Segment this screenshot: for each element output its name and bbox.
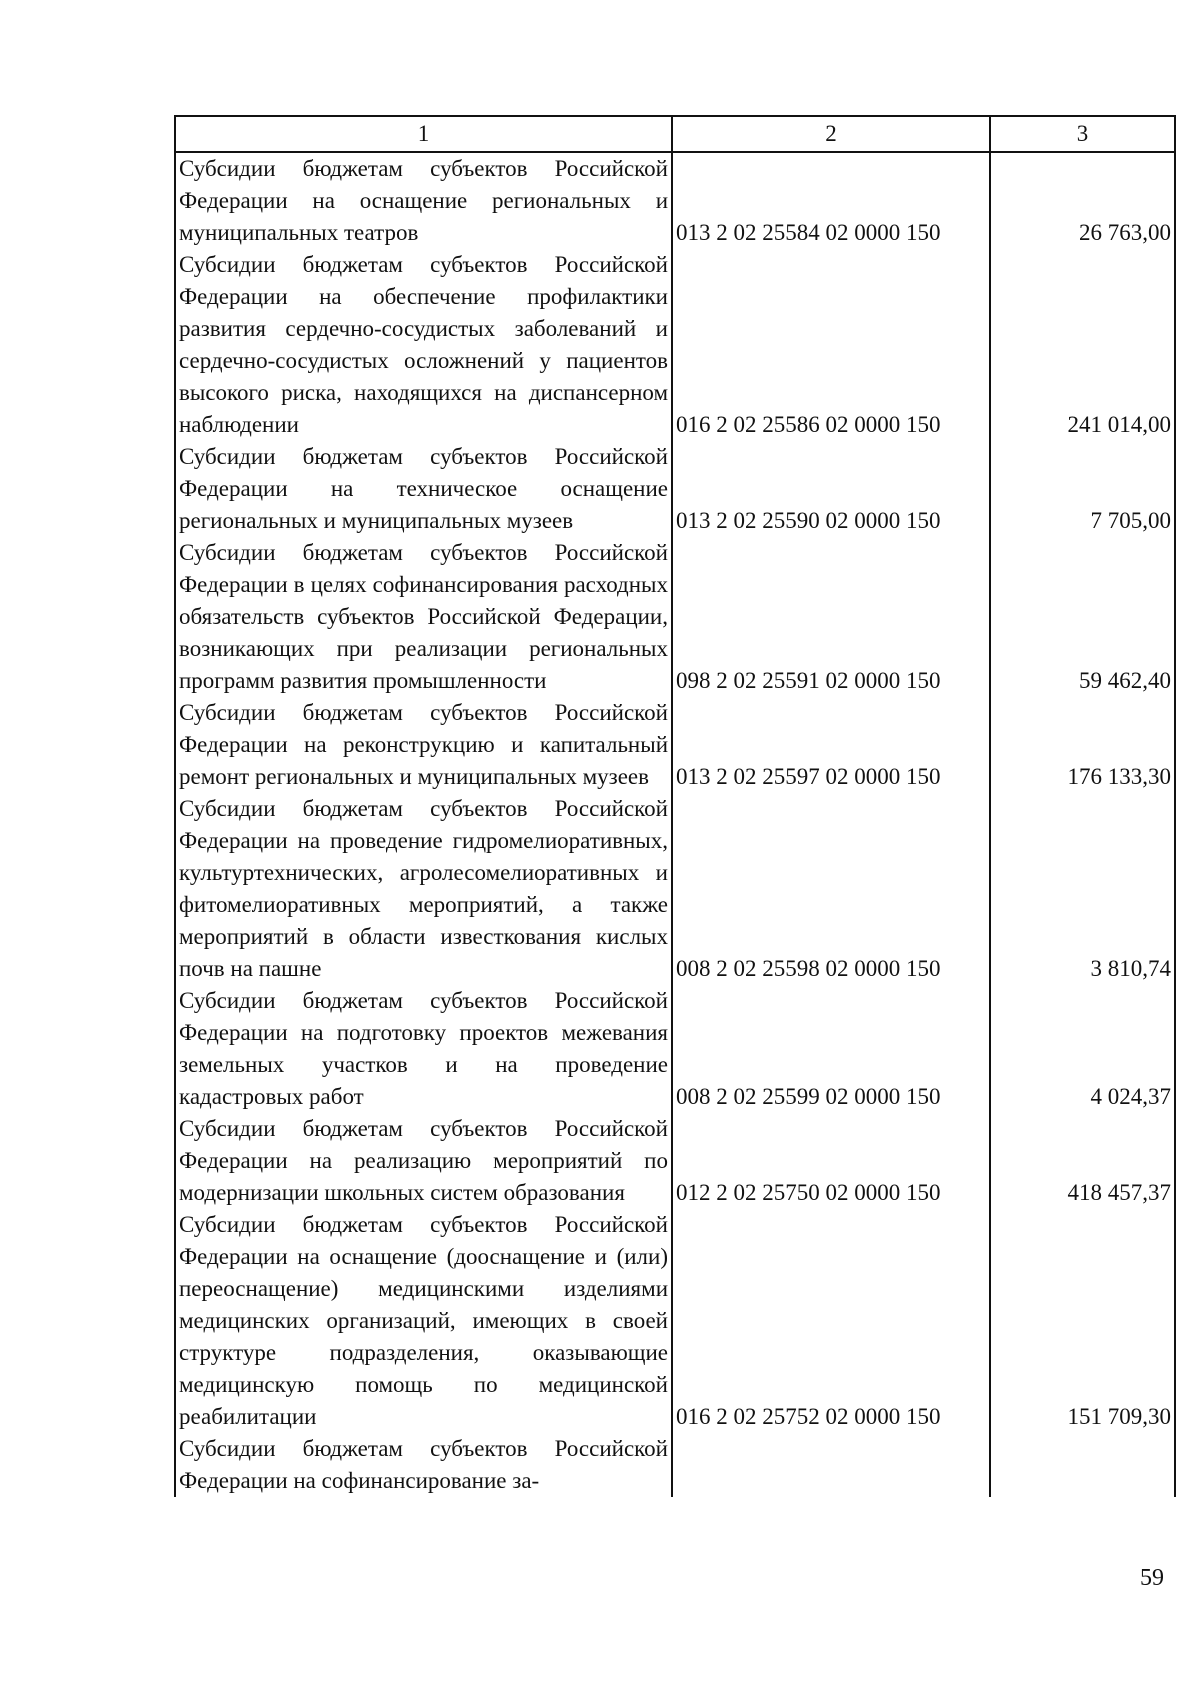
budget-code: 016 2 02 25586 02 0000 150 <box>672 249 990 441</box>
budget-code <box>672 1433 990 1497</box>
budget-code: 013 2 02 25597 02 0000 150 <box>672 697 990 793</box>
budget-code: 008 2 02 25598 02 0000 150 <box>672 793 990 985</box>
table-row <box>175 441 1175 537</box>
table-row <box>175 985 1175 1113</box>
header-col-2: 2 <box>672 116 990 152</box>
table-row <box>175 152 1175 249</box>
amount <box>990 1433 1175 1497</box>
table-row <box>175 1113 1175 1209</box>
amount: 176 133,30 <box>990 697 1175 793</box>
budget-code: 012 2 02 25750 02 0000 150 <box>672 1113 990 1209</box>
amount: 241 014,00 <box>990 249 1175 441</box>
page-number: 59 <box>1140 1565 1164 1591</box>
budget-code: 098 2 02 25591 02 0000 150 <box>672 537 990 697</box>
table-row <box>175 697 1175 793</box>
budget-code: 013 2 02 25584 02 0000 150 <box>672 152 990 249</box>
table-row <box>175 249 1175 441</box>
amount: 151 709,30 <box>990 1209 1175 1433</box>
subsidy-name: Субсидии бюджетам субъектов Российской Федерации на обеспечение профилактики развития сердечно-сосудистых заболеваний и сердечно-сосудистых осложнений у пациентов высокого риска, находящихся на диспансерном наблюдении <box>175 249 672 441</box>
table-row <box>175 1433 1175 1497</box>
subsidy-name: Субсидии бюджетам субъектов Российской Федерации на реконструкцию и капитальный ремонт региональных и муниципальных музеев <box>175 697 672 793</box>
subsidy-name: Субсидии бюджетам субъектов Российской Федерации на оснащение (дооснащение и (или) переоснащение) медицинскими изделиями медицинских организаций, имеющих в своей структуре подразделения, оказывающие медицинскую помощь по медицинской реабилитации <box>175 1209 672 1433</box>
budget-code: 013 2 02 25590 02 0000 150 <box>672 441 990 537</box>
amount: 59 462,40 <box>990 537 1175 697</box>
amount: 26 763,00 <box>990 152 1175 249</box>
subsidy-name: Субсидии бюджетам субъектов Российской Федерации на оснащение региональных и муниципальных театров <box>175 152 672 249</box>
subsidy-name: Субсидии бюджетам субъектов Российской Федерации на подготовку проектов межевания земельных участков и на проведение кадастровых работ <box>175 985 672 1113</box>
subsidy-name: Субсидии бюджетам субъектов Российской Федерации в целях софинансирования расходных обязательств субъектов Российской Федерации, возникающих при реализации региональных программ развития промышленности <box>175 537 672 697</box>
subsidy-name: Субсидии бюджетам субъектов Российской Федерации на проведение гидромелиоративных, культуртехнических, агролесомелиоративных и фитомелиоративных мероприятий, а также мероприятий в области известкования кислых почв на пашне <box>175 793 672 985</box>
header-col-1: 1 <box>175 116 672 152</box>
amount: 3 810,74 <box>990 793 1175 985</box>
budget-code: 016 2 02 25752 02 0000 150 <box>672 1209 990 1433</box>
table-row <box>175 1209 1175 1433</box>
subsidy-name: Субсидии бюджетам субъектов Российской Федерации на реализацию мероприятий по модернизации школьных систем образования <box>175 1113 672 1209</box>
table-row <box>175 793 1175 985</box>
subsidy-name: Субсидии бюджетам субъектов Российской Федерации на софинансирование за- <box>175 1433 672 1497</box>
table-header <box>175 116 1175 152</box>
table-row <box>175 537 1175 697</box>
amount: 4 024,37 <box>990 985 1175 1113</box>
budget-code: 008 2 02 25599 02 0000 150 <box>672 985 990 1113</box>
table-body <box>175 152 1175 1497</box>
header-row <box>175 116 1175 152</box>
budget-table <box>174 115 1176 1497</box>
amount: 7 705,00 <box>990 441 1175 537</box>
amount: 418 457,37 <box>990 1113 1175 1209</box>
subsidy-name: Субсидии бюджетам субъектов Российской Федерации на техническое оснащение региональных и муниципальных музеев <box>175 441 672 537</box>
header-col-3: 3 <box>990 116 1175 152</box>
